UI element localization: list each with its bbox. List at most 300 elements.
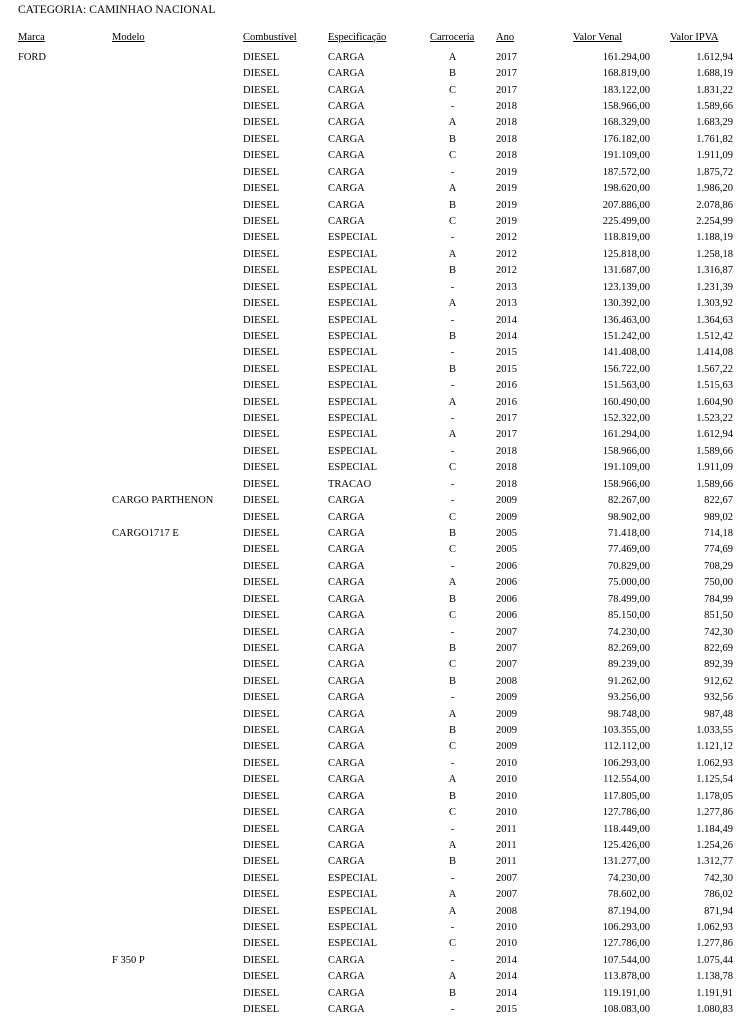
table-row bbox=[0, 296, 750, 312]
cell-carroceria: C bbox=[448, 807, 456, 819]
cell-especificacao: CARGA bbox=[328, 101, 365, 113]
table-row bbox=[0, 575, 750, 591]
cell-carroceria: B bbox=[448, 642, 456, 654]
cell-carroceria: A bbox=[448, 577, 457, 589]
cell-carroceria: C bbox=[448, 938, 456, 950]
cell-valor-venal: 156.722,00 bbox=[602, 363, 650, 375]
cell-combustivel: DIESEL bbox=[243, 265, 280, 277]
cell-especificacao: CARGA bbox=[328, 790, 365, 802]
cell-valor-ipva: 708,29 bbox=[704, 560, 733, 572]
table-row bbox=[0, 148, 750, 164]
cell-especificacao: CARGA bbox=[328, 166, 365, 178]
cell-combustivel: DIESEL bbox=[243, 380, 280, 392]
cell-valor-venal: 130.392,00 bbox=[602, 298, 650, 310]
cell-ano: 2013 bbox=[496, 298, 517, 310]
cell-especificacao: TRACAO bbox=[328, 478, 372, 490]
cell-valor-ipva: 1.254,26 bbox=[696, 839, 733, 851]
cell-combustivel: DIESEL bbox=[243, 396, 280, 408]
cell-combustivel: DIESEL bbox=[243, 330, 280, 342]
cell-modelo: CARGO1717 E bbox=[112, 527, 179, 539]
cell-carroceria: C bbox=[448, 741, 456, 753]
table-row bbox=[0, 707, 750, 723]
cell-carroceria: B bbox=[448, 856, 456, 868]
cell-carroceria: B bbox=[448, 199, 456, 211]
cell-carroceria: C bbox=[448, 659, 456, 671]
cell-combustivel: DIESEL bbox=[243, 51, 280, 63]
category-title: CATEGORIA: CAMINHAO NACIONAL bbox=[18, 4, 216, 16]
cell-ano: 2014 bbox=[496, 954, 517, 966]
cell-ano: 2010 bbox=[496, 774, 517, 786]
cell-valor-venal: 91.262,00 bbox=[608, 675, 650, 687]
cell-especificacao: CARGA bbox=[328, 626, 365, 638]
cell-especificacao: CARGA bbox=[328, 839, 365, 851]
header-modelo: Modelo bbox=[112, 32, 145, 43]
cell-valor-venal: 225.499,00 bbox=[602, 216, 650, 227]
cell-valor-venal: 125.818,00 bbox=[602, 248, 650, 260]
table-row bbox=[0, 969, 750, 985]
cell-ano: 2010 bbox=[496, 790, 517, 802]
table-row bbox=[0, 1002, 750, 1018]
cell-combustivel: DIESEL bbox=[243, 790, 280, 802]
cell-valor-ipva: 742,30 bbox=[704, 626, 733, 638]
cell-valor-ipva: 1.316,87 bbox=[696, 265, 733, 277]
table-row bbox=[0, 198, 750, 214]
cell-valor-venal: 70.829,00 bbox=[608, 560, 650, 572]
cell-combustivel: DIESEL bbox=[243, 298, 280, 310]
cell-ano: 2019 bbox=[496, 216, 517, 227]
cell-carroceria: C bbox=[448, 511, 456, 523]
cell-ano: 2009 bbox=[496, 692, 517, 704]
table-row bbox=[0, 690, 750, 706]
cell-especificacao: ESPECIAL bbox=[328, 922, 378, 934]
cell-valor-ipva: 1.188,19 bbox=[696, 232, 733, 244]
cell-especificacao: ESPECIAL bbox=[328, 413, 378, 425]
cell-combustivel: DIESEL bbox=[243, 413, 280, 425]
header-ano: Ano bbox=[496, 32, 515, 43]
cell-valor-ipva: 892,39 bbox=[704, 659, 733, 671]
table-row bbox=[0, 854, 750, 870]
cell-combustivel: DIESEL bbox=[243, 495, 280, 507]
cell-ano: 2010 bbox=[496, 938, 517, 950]
cell-valor-ipva: 932,56 bbox=[704, 692, 733, 704]
cell-carroceria: B bbox=[448, 593, 456, 605]
cell-especificacao: CARGA bbox=[328, 117, 365, 129]
cell-carroceria: - bbox=[450, 166, 455, 178]
cell-ano: 2006 bbox=[496, 560, 517, 572]
table-row bbox=[0, 510, 750, 526]
table-row bbox=[0, 986, 750, 1002]
cell-valor-ipva: 1.911,09 bbox=[696, 462, 733, 474]
cell-ano: 2010 bbox=[496, 922, 517, 934]
cell-combustivel: DIESEL bbox=[243, 232, 280, 244]
cell-combustivel: DIESEL bbox=[243, 363, 280, 375]
cell-combustivel: DIESEL bbox=[243, 84, 280, 96]
cell-ano: 2019 bbox=[496, 199, 517, 211]
cell-combustivel: DIESEL bbox=[243, 626, 280, 638]
cell-valor-venal: 74.230,00 bbox=[608, 626, 650, 638]
cell-valor-venal: 191.109,00 bbox=[602, 150, 650, 162]
cell-valor-ipva: 786,02 bbox=[704, 889, 733, 901]
cell-especificacao: CARGA bbox=[328, 987, 365, 999]
table-row bbox=[0, 230, 750, 246]
cell-combustivel: DIESEL bbox=[243, 774, 280, 786]
table-row bbox=[0, 789, 750, 805]
cell-valor-venal: 87.194,00 bbox=[608, 905, 650, 917]
cell-especificacao: CARGA bbox=[328, 199, 365, 211]
cell-valor-ipva: 1.075,44 bbox=[696, 954, 733, 966]
cell-combustivel: DIESEL bbox=[243, 101, 280, 113]
cell-especificacao: CARGA bbox=[328, 183, 365, 195]
cell-carroceria: A bbox=[448, 117, 457, 129]
cell-ano: 2015 bbox=[496, 363, 517, 375]
cell-combustivel: DIESEL bbox=[243, 692, 280, 704]
cell-combustivel: DIESEL bbox=[243, 150, 280, 162]
cell-combustivel: DIESEL bbox=[243, 544, 280, 556]
cell-especificacao: CARGA bbox=[328, 708, 365, 720]
cell-carroceria: - bbox=[450, 872, 455, 884]
table-row bbox=[0, 345, 750, 361]
table-row bbox=[0, 329, 750, 345]
cell-carroceria: A bbox=[448, 429, 457, 441]
cell-ano: 2017 bbox=[496, 51, 517, 63]
cell-ano: 2018 bbox=[496, 478, 517, 490]
table-row bbox=[0, 723, 750, 739]
cell-valor-venal: 191.109,00 bbox=[602, 462, 650, 474]
cell-especificacao: ESPECIAL bbox=[328, 363, 378, 375]
cell-especificacao: CARGA bbox=[328, 68, 365, 80]
cell-ano: 2018 bbox=[496, 462, 517, 474]
cell-valor-venal: 113.878,00 bbox=[603, 971, 650, 983]
cell-carroceria: - bbox=[450, 823, 455, 835]
cell-modelo: CARGO PARTHENON bbox=[112, 495, 214, 507]
cell-valor-venal: 82.269,00 bbox=[608, 642, 650, 654]
cell-marca: FORD bbox=[18, 51, 47, 63]
cell-valor-venal: 158.966,00 bbox=[602, 445, 650, 457]
cell-especificacao: CARGA bbox=[328, 610, 365, 622]
cell-valor-venal: 117.805,00 bbox=[603, 790, 650, 802]
cell-combustivel: DIESEL bbox=[243, 708, 280, 720]
cell-valor-venal: 118.819,00 bbox=[603, 232, 650, 244]
cell-combustivel: DIESEL bbox=[243, 462, 280, 474]
cell-valor-venal: 151.242,00 bbox=[602, 330, 650, 342]
cell-valor-ipva: 1.414,08 bbox=[696, 347, 733, 359]
cell-valor-venal: 207.886,00 bbox=[602, 199, 650, 211]
cell-carroceria: A bbox=[448, 183, 457, 195]
table-row bbox=[0, 411, 750, 427]
cell-combustivel: DIESEL bbox=[243, 954, 280, 966]
table-row bbox=[0, 608, 750, 624]
cell-carroceria: - bbox=[450, 692, 455, 704]
cell-valor-ipva: 1.312,77 bbox=[696, 856, 733, 868]
table-row bbox=[0, 427, 750, 443]
cell-ano: 2007 bbox=[496, 889, 517, 901]
cell-ano: 2009 bbox=[496, 725, 517, 737]
cell-valor-venal: 85.150,00 bbox=[608, 610, 650, 622]
table-row bbox=[0, 871, 750, 887]
cell-combustivel: DIESEL bbox=[243, 216, 280, 227]
cell-combustivel: DIESEL bbox=[243, 314, 280, 326]
cell-carroceria: - bbox=[450, 445, 455, 457]
cell-especificacao: ESPECIAL bbox=[328, 889, 378, 901]
table-row bbox=[0, 50, 750, 66]
cell-valor-venal: 198.620,00 bbox=[602, 183, 650, 195]
table-row bbox=[0, 838, 750, 854]
cell-carroceria: B bbox=[448, 265, 456, 277]
cell-carroceria: A bbox=[448, 774, 457, 786]
table-row bbox=[0, 280, 750, 296]
table-row bbox=[0, 493, 750, 509]
cell-valor-ipva: 1.277,86 bbox=[696, 807, 733, 819]
header-valor-venal: Valor Venal bbox=[573, 32, 623, 43]
cell-especificacao: ESPECIAL bbox=[328, 314, 378, 326]
cell-ano: 2009 bbox=[496, 741, 517, 753]
table-row bbox=[0, 460, 750, 476]
cell-combustivel: DIESEL bbox=[243, 610, 280, 622]
cell-valor-ipva: 1.589,66 bbox=[696, 445, 733, 457]
cell-especificacao: CARGA bbox=[328, 659, 365, 671]
cell-valor-ipva: 1.612,94 bbox=[696, 429, 733, 441]
cell-especificacao: CARGA bbox=[328, 527, 365, 539]
cell-valor-venal: 78.499,00 bbox=[608, 593, 650, 605]
cell-especificacao: ESPECIAL bbox=[328, 232, 378, 244]
cell-ano: 2007 bbox=[496, 642, 517, 654]
table-row bbox=[0, 477, 750, 493]
cell-carroceria: B bbox=[448, 330, 456, 342]
cell-valor-ipva: 1.567,22 bbox=[696, 363, 733, 375]
cell-carroceria: C bbox=[448, 462, 456, 474]
cell-carroceria: - bbox=[450, 232, 455, 244]
cell-especificacao: CARGA bbox=[328, 133, 365, 145]
cell-valor-venal: 108.083,00 bbox=[602, 1004, 650, 1016]
cell-ano: 2006 bbox=[496, 610, 517, 622]
cell-carroceria: A bbox=[448, 905, 457, 917]
cell-ano: 2009 bbox=[496, 511, 517, 523]
cell-valor-ipva: 1.303,92 bbox=[696, 298, 733, 310]
cell-especificacao: CARGA bbox=[328, 971, 365, 983]
cell-combustivel: DIESEL bbox=[243, 889, 280, 901]
cell-valor-venal: 125.426,00 bbox=[602, 839, 650, 851]
cell-valor-venal: 74.230,00 bbox=[608, 872, 650, 884]
cell-especificacao: ESPECIAL bbox=[328, 380, 378, 392]
header-especificacao: Especificação bbox=[328, 32, 387, 43]
table-row bbox=[0, 526, 750, 542]
cell-valor-venal: 161.294,00 bbox=[602, 429, 650, 441]
cell-valor-ipva: 1.080,83 bbox=[696, 1004, 733, 1016]
cell-ano: 2015 bbox=[496, 347, 517, 359]
table-row bbox=[0, 920, 750, 936]
cell-especificacao: ESPECIAL bbox=[328, 462, 378, 474]
cell-carroceria: C bbox=[448, 150, 456, 162]
cell-ano: 2014 bbox=[496, 987, 517, 999]
cell-carroceria: A bbox=[448, 971, 457, 983]
cell-valor-venal: 119.191,00 bbox=[603, 987, 650, 999]
cell-especificacao: CARGA bbox=[328, 150, 365, 162]
cell-especificacao: CARGA bbox=[328, 511, 365, 523]
cell-carroceria: B bbox=[448, 725, 456, 737]
cell-valor-ipva: 1.277,86 bbox=[696, 938, 733, 950]
table-row bbox=[0, 592, 750, 608]
table-row bbox=[0, 822, 750, 838]
cell-ano: 2007 bbox=[496, 626, 517, 638]
table-header bbox=[0, 30, 750, 46]
cell-valor-ipva: 822,67 bbox=[704, 495, 733, 507]
table-row bbox=[0, 559, 750, 575]
cell-valor-ipva: 1.062,93 bbox=[696, 757, 733, 769]
cell-carroceria: - bbox=[450, 757, 455, 769]
cell-ano: 2010 bbox=[496, 757, 517, 769]
cell-especificacao: ESPECIAL bbox=[328, 347, 378, 359]
table-row bbox=[0, 805, 750, 821]
cell-combustivel: DIESEL bbox=[243, 807, 280, 819]
table-row bbox=[0, 444, 750, 460]
cell-carroceria: B bbox=[448, 133, 456, 145]
cell-ano: 2017 bbox=[496, 429, 517, 441]
cell-especificacao: ESPECIAL bbox=[328, 396, 378, 408]
cell-especificacao: ESPECIAL bbox=[328, 938, 378, 950]
cell-combustivel: DIESEL bbox=[243, 478, 280, 490]
cell-ano: 2005 bbox=[496, 544, 517, 556]
cell-especificacao: CARGA bbox=[328, 692, 365, 704]
cell-carroceria: C bbox=[448, 544, 456, 556]
cell-combustivel: DIESEL bbox=[243, 839, 280, 851]
cell-valor-venal: 112.554,00 bbox=[603, 774, 650, 786]
cell-especificacao: ESPECIAL bbox=[328, 872, 378, 884]
cell-combustivel: DIESEL bbox=[243, 938, 280, 950]
cell-combustivel: DIESEL bbox=[243, 183, 280, 195]
header-valor-ipva: Valor IPVA bbox=[670, 32, 719, 43]
cell-especificacao: ESPECIAL bbox=[328, 265, 378, 277]
table-row bbox=[0, 953, 750, 969]
cell-valor-ipva: 1.515,63 bbox=[696, 380, 733, 392]
cell-valor-venal: 107.544,00 bbox=[602, 954, 650, 966]
cell-ano: 2014 bbox=[496, 971, 517, 983]
cell-combustivel: DIESEL bbox=[243, 872, 280, 884]
cell-combustivel: DIESEL bbox=[243, 675, 280, 687]
cell-valor-ipva: 1.589,66 bbox=[696, 478, 733, 490]
cell-valor-ipva: 1.121,12 bbox=[696, 741, 733, 753]
cell-combustivel: DIESEL bbox=[243, 527, 280, 539]
cell-valor-ipva: 1.364,63 bbox=[696, 314, 733, 326]
cell-valor-venal: 78.602,00 bbox=[608, 889, 650, 901]
cell-valor-venal: 71.418,00 bbox=[608, 527, 650, 539]
cell-especificacao: CARGA bbox=[328, 544, 365, 556]
cell-carroceria: B bbox=[448, 527, 456, 539]
cell-especificacao: CARGA bbox=[328, 774, 365, 786]
cell-combustivel: DIESEL bbox=[243, 593, 280, 605]
cell-valor-venal: 151.563,00 bbox=[602, 380, 650, 392]
cell-ano: 2005 bbox=[496, 527, 517, 539]
cell-carroceria: - bbox=[450, 478, 455, 490]
cell-combustivel: DIESEL bbox=[243, 560, 280, 572]
cell-ano: 2016 bbox=[496, 396, 517, 408]
cell-ano: 2011 bbox=[496, 839, 517, 851]
cell-combustivel: DIESEL bbox=[243, 511, 280, 523]
header-combustivel: Combustível bbox=[243, 32, 297, 43]
cell-valor-venal: 89.239,00 bbox=[608, 659, 650, 671]
table-row bbox=[0, 756, 750, 772]
cell-valor-ipva: 2.078,86 bbox=[696, 199, 733, 211]
cell-valor-ipva: 871,94 bbox=[704, 905, 733, 917]
cell-valor-ipva: 1.231,39 bbox=[696, 281, 733, 293]
cell-combustivel: DIESEL bbox=[243, 577, 280, 589]
cell-valor-ipva: 1.604,90 bbox=[696, 396, 733, 408]
cell-carroceria: - bbox=[450, 560, 455, 572]
cell-especificacao: ESPECIAL bbox=[328, 298, 378, 310]
table-row bbox=[0, 395, 750, 411]
cell-valor-venal: 131.687,00 bbox=[602, 265, 650, 277]
cell-valor-ipva: 742,30 bbox=[704, 872, 733, 884]
cell-especificacao: CARGA bbox=[328, 807, 365, 819]
cell-ano: 2007 bbox=[496, 872, 517, 884]
cell-carroceria: - bbox=[450, 413, 455, 425]
table-row bbox=[0, 83, 750, 99]
cell-valor-venal: 158.966,00 bbox=[602, 478, 650, 490]
cell-valor-venal: 152.322,00 bbox=[602, 413, 650, 425]
cell-valor-ipva: 714,18 bbox=[704, 527, 733, 539]
cell-combustivel: DIESEL bbox=[243, 725, 280, 737]
cell-combustivel: DIESEL bbox=[243, 987, 280, 999]
cell-valor-ipva: 750,00 bbox=[704, 577, 733, 589]
cell-valor-venal: 131.277,00 bbox=[602, 856, 650, 868]
cell-combustivel: DIESEL bbox=[243, 922, 280, 934]
cell-ano: 2012 bbox=[496, 265, 517, 277]
cell-valor-ipva: 989,02 bbox=[704, 511, 733, 523]
cell-especificacao: CARGA bbox=[328, 51, 365, 63]
cell-combustivel: DIESEL bbox=[243, 429, 280, 441]
cell-especificacao: CARGA bbox=[328, 725, 365, 737]
cell-valor-ipva: 1.688,19 bbox=[696, 68, 733, 80]
table-row bbox=[0, 362, 750, 378]
cell-combustivel: DIESEL bbox=[243, 199, 280, 211]
table-row bbox=[0, 657, 750, 673]
cell-ano: 2011 bbox=[496, 856, 517, 868]
cell-especificacao: CARGA bbox=[328, 593, 365, 605]
cell-ano: 2006 bbox=[496, 577, 517, 589]
cell-ano: 2017 bbox=[496, 413, 517, 425]
cell-ano: 2017 bbox=[496, 68, 517, 80]
cell-valor-ipva: 1.512,42 bbox=[696, 330, 733, 342]
cell-combustivel: DIESEL bbox=[243, 248, 280, 260]
cell-valor-ipva: 1.911,09 bbox=[696, 150, 733, 162]
header-marca: Marca bbox=[18, 32, 45, 43]
cell-valor-ipva: 912,62 bbox=[704, 675, 733, 687]
cell-carroceria: A bbox=[448, 298, 457, 310]
cell-ano: 2013 bbox=[496, 281, 517, 293]
cell-valor-venal: 158.966,00 bbox=[602, 101, 650, 113]
cell-valor-ipva: 1.125,54 bbox=[696, 774, 733, 786]
cell-valor-venal: 187.572,00 bbox=[602, 166, 650, 178]
cell-valor-ipva: 851,50 bbox=[704, 610, 733, 622]
cell-valor-venal: 141.408,00 bbox=[602, 347, 650, 359]
table-row bbox=[0, 936, 750, 952]
cell-valor-ipva: 784,99 bbox=[704, 593, 733, 605]
cell-especificacao: CARGA bbox=[328, 823, 365, 835]
cell-combustivel: DIESEL bbox=[243, 741, 280, 753]
cell-combustivel: DIESEL bbox=[243, 856, 280, 868]
cell-combustivel: DIESEL bbox=[243, 905, 280, 917]
cell-especificacao: CARGA bbox=[328, 757, 365, 769]
cell-ano: 2010 bbox=[496, 807, 517, 819]
cell-valor-ipva: 1.761,82 bbox=[696, 133, 733, 145]
cell-valor-venal: 93.256,00 bbox=[608, 692, 650, 704]
cell-ano: 2015 bbox=[496, 1004, 517, 1016]
cell-combustivel: DIESEL bbox=[243, 68, 280, 80]
header-carroceria: Carroceria bbox=[430, 32, 475, 43]
cell-valor-ipva: 1.831,22 bbox=[696, 84, 733, 96]
cell-ano: 2009 bbox=[496, 495, 517, 507]
cell-especificacao: ESPECIAL bbox=[328, 281, 378, 293]
cell-ano: 2019 bbox=[496, 183, 517, 195]
